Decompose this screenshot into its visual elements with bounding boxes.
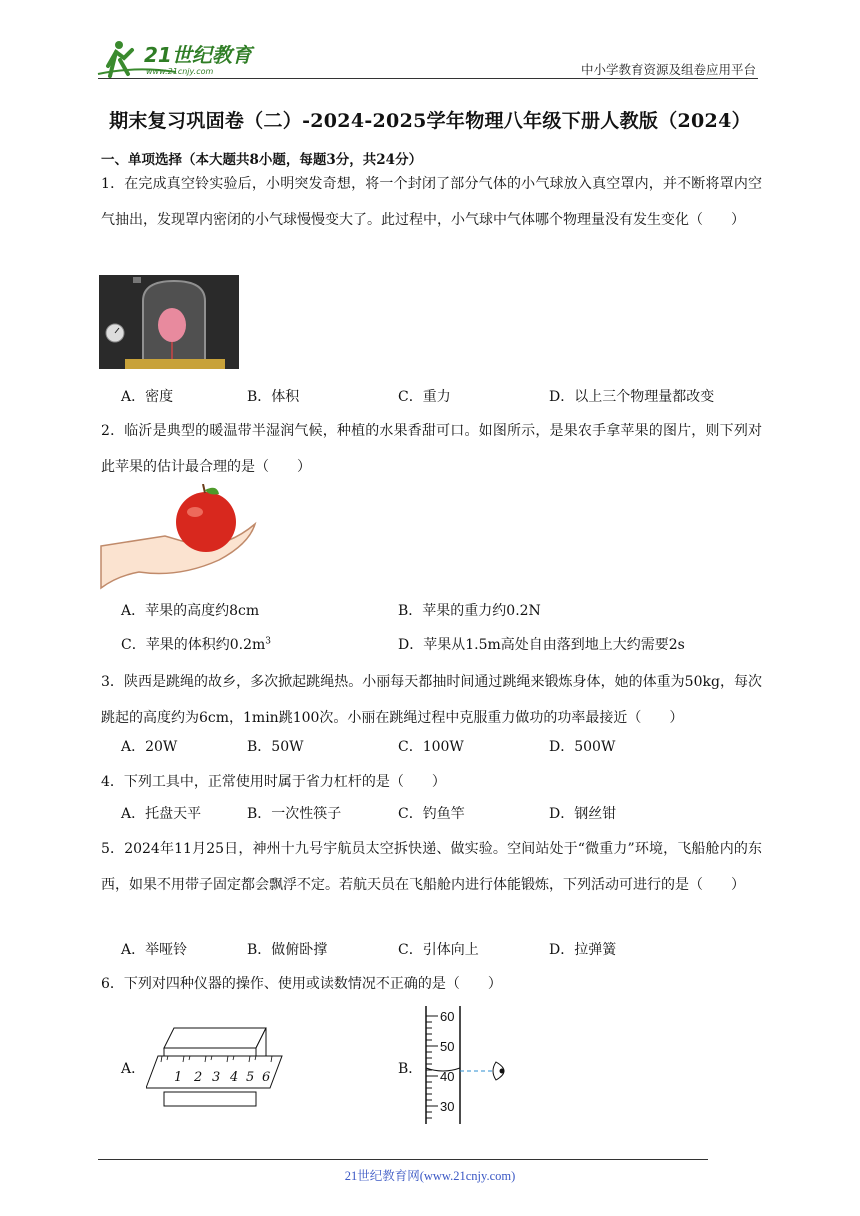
option-a[interactable]: A．20W xyxy=(121,739,178,755)
svg-text:3: 3 xyxy=(212,1070,221,1085)
question-4: 4．下列工具中，正常使用时属于省力杠杆的是（ ） xyxy=(101,774,446,790)
option-a[interactable]: A．托盘天平 xyxy=(121,806,202,822)
option-b[interactable]: B．50W xyxy=(247,739,304,755)
option-c[interactable]: C．重力 xyxy=(398,389,451,405)
question-5: 5．2024年11月25日，神州十九号宇航员太空拆快递、做实验。空间站处于“微重力”环境，飞船舱内的东西，如果不用带子固定都会飘浮不定。若航天员在飞船舱内进行体能锻炼，下列活动可进行的是（ ） xyxy=(101,841,762,893)
graduated-cylinder-figure xyxy=(420,1004,520,1126)
option-a[interactable]: A．苹果的高度约8cm xyxy=(121,603,260,619)
option-d[interactable]: D．以上三个物理量都改变 xyxy=(549,389,715,405)
platform-name: 中小学教育资源及组卷应用平台 xyxy=(580,62,756,77)
svg-text:www.21cnjy.com: www.21cnjy.com xyxy=(146,67,214,76)
site-logo xyxy=(96,36,266,80)
question-2-options-row1 xyxy=(121,600,762,624)
figure-b-label[interactable]: B． xyxy=(398,1061,423,1077)
footer-divider xyxy=(98,1159,708,1160)
section-heading: 一、单项选择（本大题共8小题，每题3分，共24分） xyxy=(101,152,423,168)
question-1: 1．在完成真空铃实验后，小明突发奇想，将一个封闭了部分气体的小气球放入真空罩内，并不断将罩内空气抽出，发现罩内密闭的小气球慢慢变大了。此过程中，小气球中气体哪个物理量没有发生变化（ ） xyxy=(101,176,762,228)
apple-in-hand-figure xyxy=(99,484,259,590)
figure-a-label[interactable]: A． xyxy=(121,1061,146,1077)
svg-text:40: 40 xyxy=(440,1069,455,1084)
svg-text:50: 50 xyxy=(440,1039,455,1054)
paper-title: 期末复习巩固卷（二）-2024-2025学年物理八年级下册人教版（2024） xyxy=(109,110,751,132)
svg-text:6: 6 xyxy=(262,1070,271,1085)
option-d[interactable]: D．500W xyxy=(549,739,616,755)
svg-text:5: 5 xyxy=(246,1070,255,1085)
footer-link[interactable]: 21世纪教育网(www.21cnjy.com) xyxy=(344,1169,516,1183)
bell-jar-figure xyxy=(99,275,239,369)
svg-text:4: 4 xyxy=(230,1070,239,1085)
option-b[interactable]: B．苹果的重力约0.2N xyxy=(398,603,541,619)
question-3: 3．陕西是跳绳的故乡，多次掀起跳绳热。小丽每天都抽时间通过跳绳来锻炼身体，她的体重为50kg，每次跳起的高度约为6cm，1min跳100次。小丽在跳绳过程中克服重力做功的功率最接近（ ） xyxy=(101,674,762,726)
option-b[interactable]: B．体积 xyxy=(247,389,300,405)
option-d[interactable]: D．苹果从1.5m高处自由落到地上大约需要2s xyxy=(398,637,685,653)
option-c[interactable]: C．钓鱼竿 xyxy=(398,806,465,822)
svg-text:30: 30 xyxy=(440,1099,455,1114)
question-4-options xyxy=(121,803,762,827)
question-3-options xyxy=(121,736,762,760)
header-divider xyxy=(98,78,758,79)
svg-text:2: 2 xyxy=(194,1070,203,1085)
svg-text:60: 60 xyxy=(440,1009,455,1024)
question-5-options xyxy=(121,939,762,963)
option-b[interactable]: B．做俯卧撑 xyxy=(247,942,328,958)
svg-text:1: 1 xyxy=(174,1070,183,1085)
ruler-block-figure xyxy=(146,1024,286,1108)
question-2: 2．临沂是典型的暖温带半湿润气候，种植的水果香甜可口。如图所示，是果农手拿苹果的图片，则下列对此苹果的估计最合理的是（ ） xyxy=(101,423,762,475)
option-c[interactable]: C．苹果的体积约$0.2m^3$ xyxy=(121,636,271,653)
option-c[interactable]: C．100W xyxy=(398,739,464,755)
option-a[interactable]: A．密度 xyxy=(121,389,174,405)
option-a[interactable]: A．举哑铃 xyxy=(121,942,188,958)
question-6: 6．下列对四种仪器的操作、使用或读数情况不正确的是（ ） xyxy=(101,976,502,992)
option-c[interactable]: C．引体向上 xyxy=(398,942,479,958)
svg-text:21世纪教育: 21世纪教育 xyxy=(144,43,252,67)
question-1-options xyxy=(121,386,762,410)
question-2-options-row2 xyxy=(121,634,762,658)
option-d[interactable]: D．钢丝钳 xyxy=(549,806,617,822)
option-d[interactable]: D．拉弹簧 xyxy=(549,942,617,958)
option-b[interactable]: B．一次性筷子 xyxy=(247,806,342,822)
